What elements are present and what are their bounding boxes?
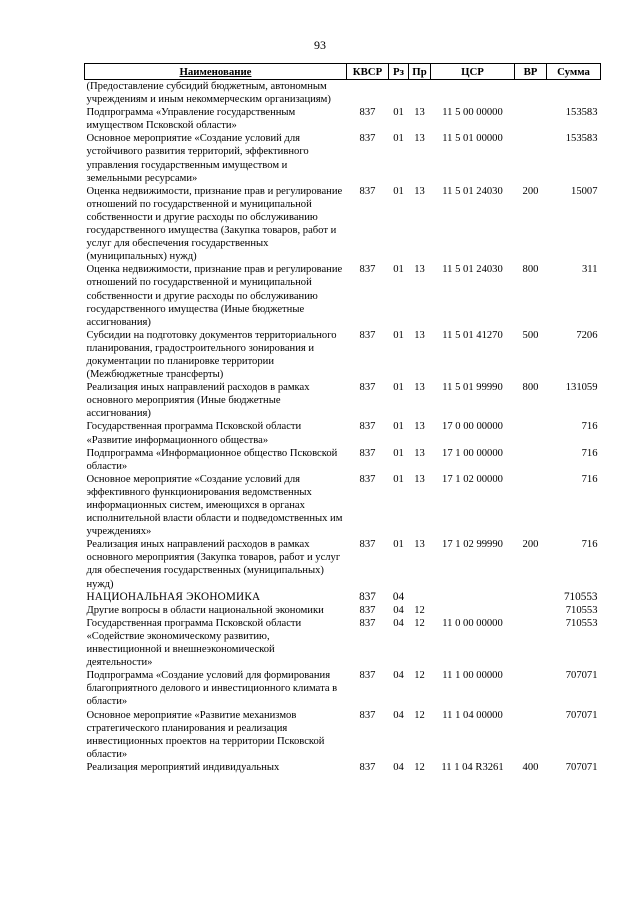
cell-vr: 800 [522,382,539,394]
table-row [85,473,601,538]
table-row [85,132,601,184]
cell-rz: 01 [393,264,404,276]
table-row [85,591,601,604]
cell-csr: 11 5 01 41270 [442,329,503,341]
cell-name: Реализация иных направлений расходов в рамках основного мероприятия (Закупка товаров, работ и услуг для обеспечения государственных (муниципальных) нужд) [86,539,341,590]
cell-rz: 04 [393,670,404,682]
cell-rz: 01 [393,447,404,459]
cell-vr: 200 [522,185,539,197]
cell-vr: 200 [522,539,539,551]
cell-name: Субсидии на подготовку документов территориального планирования, градостроительного зонирования и документации по планировке территории (Межбюджетные трансферты) [86,329,337,381]
header-kvsr: КВСР [347,64,389,80]
cell-kvsr: 837 [359,539,376,551]
header-rz: Рз [389,64,409,80]
cell-name: Подпрограмма «Управление государственным имуществом Псковской области» [86,107,296,132]
cell-csr: 17 1 00 00000 [442,447,503,459]
cell-vr [515,106,547,132]
header-vr: ВР [515,64,547,80]
cell-rz: 01 [393,133,404,145]
cell-vr [515,591,547,604]
cell-vr [515,80,547,107]
cell-name: Подпрограмма «Информационное общество Псковской области» [86,447,338,472]
cell-sum: 716 [581,539,598,551]
cell-sum: 153583 [565,107,598,119]
header-sum: Сумма [547,64,601,80]
cell-name: НАЦИОНАЛЬНАЯ ЭКОНОМИКА [86,590,261,603]
cell-kvsr: 837 [359,107,376,119]
cell-pr: 13 [414,421,425,433]
cell-kvsr: 837 [359,617,376,629]
cell-sum: 716 [581,447,598,459]
cell-pr: 13 [414,185,425,197]
cell-csr: 17 1 02 00000 [442,473,503,485]
cell-csr [431,591,515,604]
table-row [85,106,601,132]
cell-rz: 04 [393,761,404,773]
cell-sum [547,80,601,107]
cell-name: (Предоставление субсидий бюджетным, автономным учреждениям и иным некоммерческим организациям) [86,81,331,106]
cell-kvsr: 837 [359,709,376,721]
table-row [85,263,601,328]
cell-vr: 500 [522,329,539,341]
cell-sum: 7206 [576,329,598,341]
table-row [85,709,601,761]
table-row [85,447,601,473]
cell-csr [431,80,515,107]
cell-kvsr: 837 [359,761,376,773]
cell-pr: 13 [414,382,425,394]
table-row [85,761,601,774]
cell-sum: 153583 [565,133,598,145]
cell-csr: 11 5 01 24030 [442,264,503,276]
cell-csr: 17 1 02 99990 [442,539,503,551]
header-name: Наименование [85,64,347,80]
cell-sum: 710553 [565,617,598,629]
cell-rz: 01 [393,382,404,394]
cell-rz: 01 [393,539,404,551]
cell-name: Оценка недвижимости, признание прав и регулирование отношений по государственной и муниципальной собственности и другие расходы по обслуживанию государственного имущества (Закупка товаров, работ и услуг для обеспечения государственных (муниципальных) нужд) [86,185,343,263]
cell-name: Основное мероприятие «Создание условий для устойчивого развития территорий, эффективного управления государственным имуществом и земельными ресурсами» [86,133,309,184]
table-row [85,381,601,420]
cell-vr [515,617,547,669]
header-csr: ЦСР [431,64,515,80]
cell-rz: 04 [393,709,404,721]
cell-vr [515,420,547,446]
cell-kvsr: 837 [359,447,376,459]
cell-vr: 400 [522,761,539,773]
cell-csr: 11 5 01 00000 [442,133,503,145]
table-row [85,80,601,107]
cell-csr: 11 5 01 24030 [442,185,503,197]
cell-csr: 11 0 00 00000 [442,617,503,629]
cell-name: Реализация мероприятий индивидуальных [86,761,280,773]
cell-name: Оценка недвижимости, признание прав и регулирование отношений по государственной и муниципальной собственности и другие расходы по обслуживанию государственного имущества (Иные бюджетные ассигнования) [86,264,343,328]
table-row [85,604,601,617]
cell-pr: 13 [414,539,425,551]
table-row [85,669,601,708]
cell-vr [515,669,547,708]
cell-vr [515,604,547,617]
cell-name: Основное мероприятие «Создание условий для эффективного функционирования ведомственных информационных систем, имеющихся в органах исполнительной власти области и подведомственных им учреждениях» [86,473,343,538]
table-row [85,617,601,669]
header-pr: Пр [409,64,431,80]
cell-sum: 707071 [565,761,598,773]
cell-vr: 800 [522,264,539,276]
table-body [85,80,601,774]
cell-pr [409,80,431,107]
cell-rz: 01 [393,421,404,433]
cell-name: Государственная программа Псковской области «Развитие информационного общества» [86,421,302,446]
cell-pr: 13 [414,329,425,341]
cell-kvsr: 837 [359,382,376,394]
table-header-row [85,64,601,80]
cell-pr: 13 [414,473,425,485]
cell-sum: 131059 [565,382,598,394]
cell-kvsr: 837 [359,473,376,485]
cell-kvsr [347,80,389,107]
cell-vr [515,709,547,761]
cell-sum: 15007 [571,185,598,197]
cell-rz: 04 [392,590,405,603]
cell-rz [389,80,409,107]
table-row [85,538,601,590]
cell-sum: 710553 [565,604,598,616]
budget-table-container [84,63,600,774]
cell-csr: 17 0 00 00000 [442,421,503,433]
cell-rz: 04 [393,617,404,629]
cell-pr: 13 [414,107,425,119]
cell-kvsr: 837 [359,421,376,433]
cell-pr: 12 [414,617,425,629]
cell-kvsr: 837 [359,604,376,616]
cell-pr: 12 [414,670,425,682]
cell-csr: 11 1 04 00000 [442,709,503,721]
cell-csr: 11 1 04 R3261 [441,761,504,773]
cell-pr: 12 [414,761,425,773]
cell-vr [515,132,547,184]
cell-name: Основное мероприятие «Развитие механизмов стратегического планирования и реализация инвестиционных проектов на территории Псковской области» [86,709,325,760]
cell-rz: 01 [393,185,404,197]
cell-sum: 710553 [563,590,598,603]
cell-sum: 716 [581,421,598,433]
cell-sum: 311 [582,264,598,276]
cell-rz: 01 [393,329,404,341]
cell-csr: 11 5 00 00000 [442,107,503,119]
cell-csr [431,604,515,617]
page-number: 93 [314,38,326,52]
cell-kvsr: 837 [359,670,376,682]
cell-name: Подпрограмма «Создание условий для формирования благоприятного делового и инвестиционного климата в области» [86,670,338,708]
cell-pr: 13 [414,133,425,145]
table-row [85,185,601,264]
cell-rz: 04 [393,604,404,616]
cell-sum: 707071 [565,670,598,682]
cell-pr: 13 [414,264,425,276]
cell-csr: 11 5 01 99990 [442,382,503,394]
cell-pr: 12 [414,604,425,616]
cell-pr: 13 [414,447,425,459]
cell-kvsr: 837 [359,133,376,145]
cell-kvsr: 837 [359,264,376,276]
cell-kvsr: 837 [359,329,376,341]
cell-pr: 12 [414,709,425,721]
cell-rz: 01 [393,473,404,485]
table-row [85,329,601,381]
cell-name: Другие вопросы в области национальной экономики [86,604,324,616]
cell-name: Реализация иных направлений расходов в рамках основного мероприятия (Иные бюджетные ассигнования) [86,382,310,420]
cell-vr [515,447,547,473]
cell-vr [515,473,547,538]
cell-sum: 716 [581,473,598,485]
cell-kvsr: 837 [359,185,376,197]
cell-sum: 707071 [565,709,598,721]
cell-csr: 11 1 00 00000 [442,670,503,682]
table-row [85,420,601,446]
cell-pr [409,591,431,604]
budget-table [84,63,601,774]
cell-kvsr: 837 [359,590,376,603]
cell-rz: 01 [393,107,404,119]
cell-name: Государственная программа Псковской области «Содействие экономическому развитию, инвестиционной и внешнеэкономической деятельности» [86,617,302,669]
